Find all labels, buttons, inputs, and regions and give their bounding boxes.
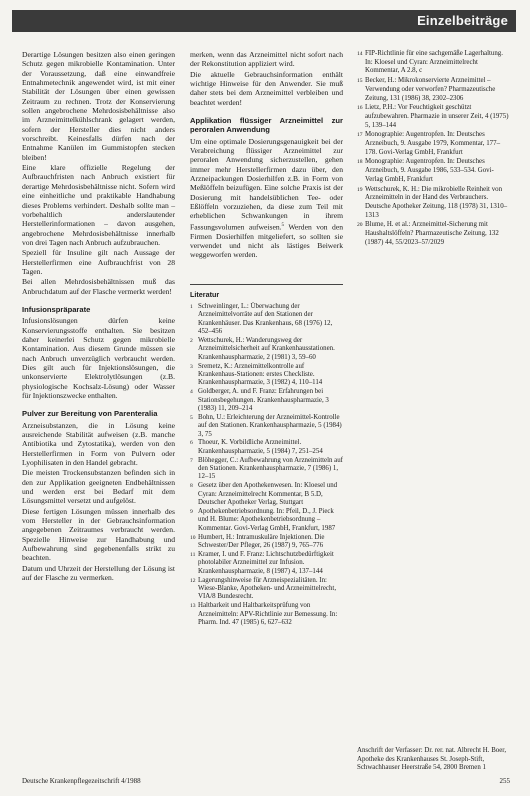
reference-number: 17 bbox=[357, 132, 363, 139]
reference-text: Lagerungshinweise für Arzneispezialitäten. In: Wiese-Blanke, Apotheken- und Arzneimittelrecht, VIA/8 Bundesrecht. bbox=[198, 576, 337, 601]
reference-number: 12 bbox=[190, 577, 196, 584]
reference-text: Bohn, U.: Erleichterung der Arzneimittel-Kontrolle auf den Stationen. Krankenhauspharmazie, 5 (1984) 3, 75 bbox=[198, 413, 342, 438]
paragraph: Arzneisubstanzen, die in Lösung keine ausreichende Stabilität aufweisen (z.B. manche Antibiotika und Zytostatika), werden von den Herstellerfirmen in Form von Pulvern oder Lyophilisaten in den Handel gebracht. bbox=[22, 420, 175, 467]
reference-text: Haltbarkeit und Haltbarkeitsprüfung von Arzneimitteln: APV-Richtlinie zur Bemessung. In: Pharm. Ind. 47 (1985) 6, 627–632 bbox=[198, 602, 338, 626]
reference-text: Wettschurek, K. H.: Die mikrobielle Reinheit von Arzneimitteln in der Hand des Verbrauchers. Deutsche Apotheker Zeitung, 118 (1978) 31, 1310–1313 bbox=[365, 185, 508, 219]
reference-text: Wettschurek, H.: Wanderungsweg der Arzneimittelsicherheit auf Krankenhausstationen. Krankenhauspharmazie, 2 (1981) 3, 59–60 bbox=[198, 336, 335, 361]
reference-text: Apothekenbetriebsordnung. In: Pfeil, D., J. Pieck und H. Blume: Apothekenbetriebsordnung – Kommentar. Govi-Verlag GmbH, Frankfurt, 1987 bbox=[198, 508, 336, 532]
reference-text: Goldberger, A. und F. Franz: Erfahrungen bei Stationsbegehungen. Krankenhauspharmazie, 3 (1983) 11, 209–214 bbox=[198, 388, 329, 412]
paragraph: Eine klare offizielle Regelung der Aufbrauchfristen nach Anbruch existiert für derartige Mehrdosisbehältnisse nicht. Sofern wird eine einheitliche und praktikable Handhabung dieses Problems verhindert. Deshalb sollte man – vorbehaltlich anderslautender Herstellerinformationen – davon ausgehen, angebrochene Mehrdosisbehältnisse innerhalb von drei Tagen nach Anbruch aufzubrauchen. bbox=[22, 163, 175, 247]
column-1 bbox=[22, 50, 175, 583]
reference-item bbox=[190, 508, 343, 533]
reference-number: 16 bbox=[357, 105, 363, 112]
reference-number: 8 bbox=[190, 483, 193, 490]
reference-number: 19 bbox=[357, 186, 363, 193]
reference-text: Becker, H.: Mikrokonservierte Arzneimittel – Verwendung oder verworfen? Pharmazeutische Zeitung, 131 (1986) 38, 2302–2306 bbox=[365, 77, 496, 102]
author-address: Anschrift der Verfasser: Dr. rer. nat. Albrecht H. Boer, Apotheke des Krankenhauses St. Joseph-Stift, Schwachhauser Heerstraße 54, 2800 Bremen 1 bbox=[357, 747, 507, 771]
reference-number: 20 bbox=[357, 222, 363, 229]
reference-number: 7 bbox=[190, 457, 193, 464]
paragraph: Bei allen Mehrdosisbehältnissen muß das Anbruchdatum auf der Flasche vermerkt werden! bbox=[22, 277, 175, 296]
reference-item bbox=[357, 50, 509, 76]
paragraph: Derartige Lösungen besitzen also einen geringen Schutz gegen mikrobielle Kontamination. Unter der Voraussetzung, daß eine einwandfreie Entnahmetechnik angewendet wird, ist mit einer Stabilität der Lösungen über einen gewissen Zeitraum zu rechnen. Trotz der Konservierung sollen angebrochene Mehrdosisbehältnisse also im Arzneimittelkühlschrank gelagert werden, sofern der Hersteller dies nicht anders vorschreibt. Keinesfalls dürfen nach der Entnahme Kanülen im Gummistopfen stecken bleiben! bbox=[22, 50, 175, 162]
reference-number: 15 bbox=[357, 78, 363, 85]
page-number: 255 bbox=[499, 777, 510, 785]
section-title: Einzelbeiträge bbox=[417, 13, 508, 28]
subheading-powders: Pulver zur Bereitung von Parenteralia bbox=[22, 409, 158, 419]
subheading-infusion: Infusionspräparate bbox=[22, 304, 91, 314]
paragraph: Die meisten Trockensubstanzen befinden sich in den zur Applikation geeigneten Endbehältnissen und werden erst bei Bedarf mit dem Lösungsmittel versetzt und aufgelöst. bbox=[22, 468, 175, 506]
reference-item bbox=[190, 439, 343, 456]
paragraph: Diese fertigen Lösungen müssen innerhalb des vom Hersteller in der Gebrauchsinformation angegebenen Zeitraumes verbraucht werden. Spezielle Hinweise zur Handhabung und Aufbewahrung sind gegebenenfalls strikt zu beachten. bbox=[22, 506, 175, 563]
paragraph: merken, wenn das Arzneimittel nicht sofort nach der Rekonstitution appliziert wird. bbox=[190, 50, 343, 69]
reference-text: Thoeur, K. Vorbildliche Arzneimittel. Krankenhauspharmazie, 5 (1984) 7, 251–254 bbox=[198, 439, 323, 455]
column-3 bbox=[357, 50, 509, 248]
reference-text: FIP-Richtlinie für eine sachgemäße Lagerhaltung. In: Kloesel und Cyran: Arzneimittelrecht Kommentar, A 2.8, c bbox=[365, 50, 503, 75]
reference-item bbox=[190, 602, 343, 627]
reference-list-continued bbox=[357, 50, 509, 247]
reference-item bbox=[190, 303, 343, 336]
paragraph: Die aktuelle Gebrauchsinformation enthält wichtige Hinweise für den Anwender. Sie muß daher stets bei dem Arzneimittel verbleiben und beachtet werden! bbox=[190, 69, 343, 107]
reference-text: Monographie: Augentropfen. In: Deutsches Arzneibuch, 9. Ausgabe 1979, Kommentar, 177–178. Govi-Verlag GmbH, Frankfurt bbox=[365, 131, 501, 156]
reference-item bbox=[190, 363, 343, 388]
reference-item bbox=[357, 221, 509, 247]
reference-text: Schweinlinger, L.: Überwachung der Arzneimittelvorräte auf den Stationen der Krankenhäuser. Das Krankenhaus, 68 (1976) 12, 452–456 bbox=[198, 303, 333, 336]
reference-item bbox=[357, 158, 509, 184]
reference-item bbox=[357, 131, 509, 157]
reference-item bbox=[357, 77, 509, 103]
reference-item bbox=[190, 551, 343, 576]
divider bbox=[190, 284, 343, 285]
footer-journal: Deutsche Krankenpflegezeitschrift 4/1988 bbox=[22, 777, 141, 785]
reference-number: 5 bbox=[190, 414, 193, 421]
reference-text: Kramer, I. und F. Franz: Lichtschutzbedürftigkeit photolabiler Arzneimittel zur Infusion. Krankenhauspharmazie, 8 (1987) 4, 137–144 bbox=[198, 550, 334, 575]
reference-number: 13 bbox=[190, 603, 196, 610]
reference-item bbox=[190, 457, 343, 482]
reference-number: 10 bbox=[190, 534, 196, 541]
reference-number: 3 bbox=[190, 363, 193, 370]
paragraph bbox=[190, 137, 343, 260]
reference-item bbox=[190, 482, 343, 507]
reference-item bbox=[190, 388, 343, 413]
reference-item bbox=[357, 186, 509, 221]
references-heading: Literatur bbox=[190, 289, 220, 299]
reference-text: Blöhegger, C.: Aufbewahrung von Arzneimitteln auf den Stationen. Krankenhauspharmazie, 7 (1986) 1, 12–15 bbox=[198, 456, 343, 481]
paragraph-text: Werden von den Firmen Dosierhilfen mitgeliefert, so sollten sie verwendet und nicht als lästiges Beiwerk weggeworfen werden. bbox=[190, 222, 343, 260]
reference-number: 1 bbox=[190, 304, 193, 310]
reference-number: 11 bbox=[190, 551, 196, 558]
reference-item bbox=[190, 337, 343, 362]
reference-item bbox=[357, 104, 509, 130]
reference-text: Gesetz über den Apothekenwesen. In: Kloesel und Cyran: Arzneimittelrecht Kommentar, B 5.D, Deutscher Apotheker Verlag, Stuttgart bbox=[198, 482, 338, 507]
section-header-bar bbox=[12, 10, 516, 32]
paragraph: Infusionslösungen dürfen keine Konservierungsstoffe enthalten. Sie besitzen daher keinerlei Schutz gegen mikrobielle Kontamination. Aus diesem Grunde müssen sie nach Anbruch unverzüglich verbraucht werden. Dies gilt auch für Injektionslösungen, die unkonservierte Elektrolytlösungen (z.B. physiologische Kochsalz-Lösung) oder Wasser für Injektionszwecke enthalten. bbox=[22, 316, 175, 400]
reference-number: 14 bbox=[357, 51, 363, 57]
reference-text: Monographie: Augentropfen. In: Deutsches Arzneibuch, 9. Ausgabe 1986, 533–534. Govi-Verlag GmbH, Frankfurt bbox=[365, 158, 494, 183]
paragraph: Datum und Uhrzeit der Herstellung der Lösung ist auf der Flasche zu vermerken. bbox=[22, 563, 175, 583]
footnote-ref: 5 bbox=[281, 222, 285, 228]
reference-text: Humbert, H.: Intramuskuläre Injektionen. Die Schwester/Der Pfleger, 26 (1987) 9, 765–776 bbox=[198, 533, 325, 549]
reference-text: Lietz, P.H.: Vor Feuchtigkeit geschützt aufzubewahren. Pharmazie in unserer Zeit, 4 (1975) 5, 139–144 bbox=[365, 104, 509, 129]
reference-text: Blume, H. et al.: Arzneimittel-Sicherung mit Haushaltslöffeln? Pharmazeutische Zeitung, 132 (1987) 44, 55/2023–57/2029 bbox=[365, 221, 499, 246]
reference-item bbox=[190, 414, 343, 439]
reference-item bbox=[190, 534, 343, 551]
reference-number: 6 bbox=[190, 440, 193, 447]
subheading-oral-application: Applikation flüssiger Arzneimittel zur peroralen Anwendung bbox=[190, 116, 343, 135]
reference-number: 2 bbox=[190, 337, 193, 344]
reference-list bbox=[190, 303, 343, 627]
column-2 bbox=[190, 50, 343, 628]
reference-number: 18 bbox=[357, 159, 363, 166]
paragraph: Speziell für Insuline gilt nach Aussage der Herstellerfirmen eine Aufbrauchfrist von 28 Tagen. bbox=[22, 248, 175, 276]
paragraph-text: Um eine optimale Dosierungsgenauigkeit bei der Verabreichung flüssiger Arzneimittel zur peroralen Anwendung sicherzustellen, gehen immer mehr Herstellerfirmen dazu über, den Arzneipackungen Dosierhilfen z.B. in Form von Meßlöffeln beizufügen. Eine solche Praxis ist der Dosierung mit handelsüblichen Tee- oder Eßlöffeln vorzuziehen, da diese zum Teil mit erheblichen Schwankungen in ihrem Fassungsvolumen aufweisen. bbox=[190, 136, 343, 232]
reference-text: Sremetz, K.: Arzneimittelkontrolle auf Krankenhaus-Stationen: erstes Checkliste. Krankenhauspharmazie, 3 (1982) 4, 110–114 bbox=[198, 362, 323, 387]
reference-number: 4 bbox=[190, 389, 193, 396]
reference-item bbox=[190, 577, 343, 602]
reference-number: 9 bbox=[190, 509, 193, 515]
